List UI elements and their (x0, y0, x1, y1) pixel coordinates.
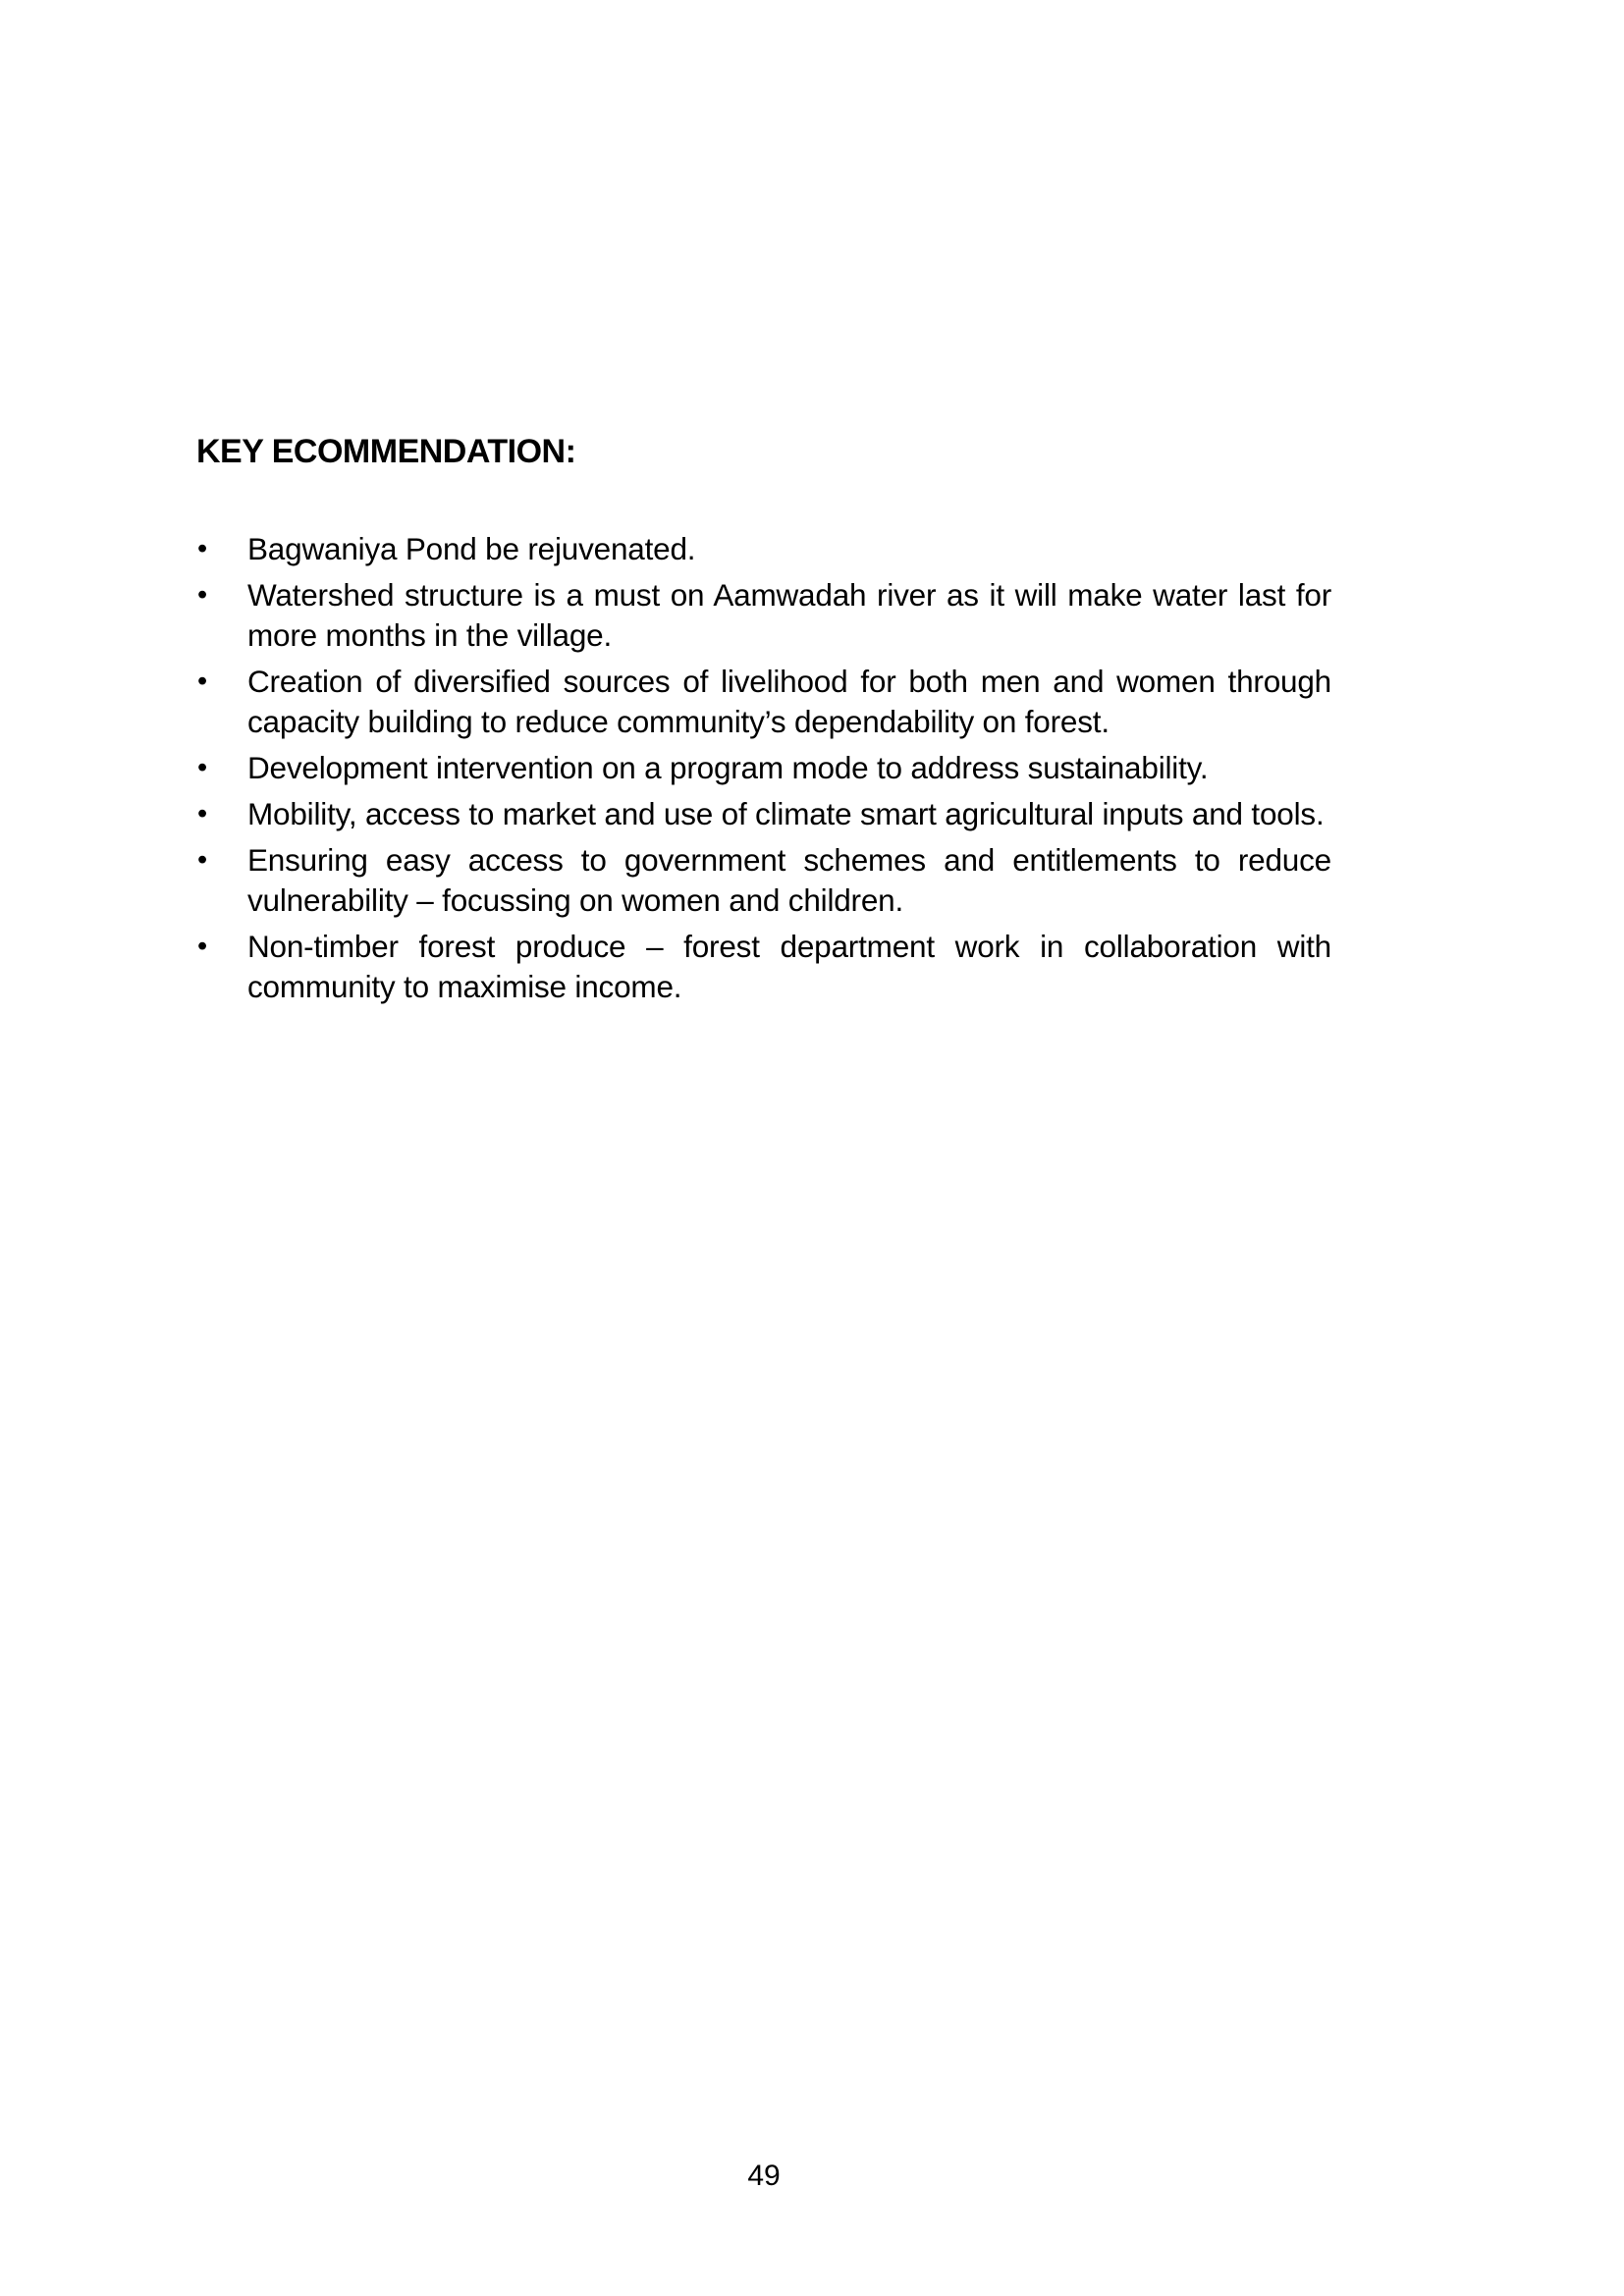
text-line: Mobility, access to market and use of climate smart agricultural inputs and tools. (247, 796, 1325, 831)
bullet-text (247, 529, 1331, 569)
text-line: Creation of diversified sources of livelihood for both men and women through (247, 664, 1331, 699)
bullet-text (247, 662, 1331, 742)
list-item (196, 575, 1331, 656)
page-number: 49 (747, 2160, 781, 2192)
list-item (196, 927, 1331, 1007)
list-item (196, 748, 1331, 788)
bullet-text (247, 840, 1331, 921)
text-line: Development intervention on a program mode to address sustainability. (247, 750, 1209, 785)
bullet-text (247, 575, 1331, 656)
bullet-text (247, 748, 1331, 788)
text-line: Non-timber forest produce – forest department work in collaboration with (247, 929, 1331, 964)
section-heading: KEY ECOMMENDATION: (196, 433, 576, 470)
text-line: Watershed structure is a must on Aamwadah river as it will make water last for (247, 577, 1331, 613)
bullet-marker-icon: • (197, 931, 208, 962)
bullet-marker-icon: • (197, 579, 208, 611)
text-line: Bagwaniya Pond be rejuvenated. (247, 531, 696, 566)
bullet-marker-icon: • (197, 798, 208, 829)
text-line: capacity building to reduce community’s dependability on forest. (247, 704, 1110, 739)
bullet-text (247, 794, 1331, 834)
text-line: community to maximise income. (247, 969, 682, 1004)
bullet-marker-icon: • (197, 533, 208, 564)
list-item (196, 662, 1331, 742)
list-item (196, 794, 1331, 834)
bullet-marker-icon: • (197, 752, 208, 783)
text-line: Ensuring easy access to government schemes and entitlements to reduce (247, 842, 1331, 878)
list-item (196, 840, 1331, 921)
bullet-marker-icon: • (197, 666, 208, 697)
list-item (196, 529, 1331, 569)
bullet-text (247, 927, 1331, 1007)
bullet-marker-icon: • (197, 844, 208, 876)
recommendations-list (196, 529, 1331, 1007)
text-line: vulnerability – focussing on women and children. (247, 882, 904, 918)
text-line: more months in the village. (247, 617, 613, 653)
